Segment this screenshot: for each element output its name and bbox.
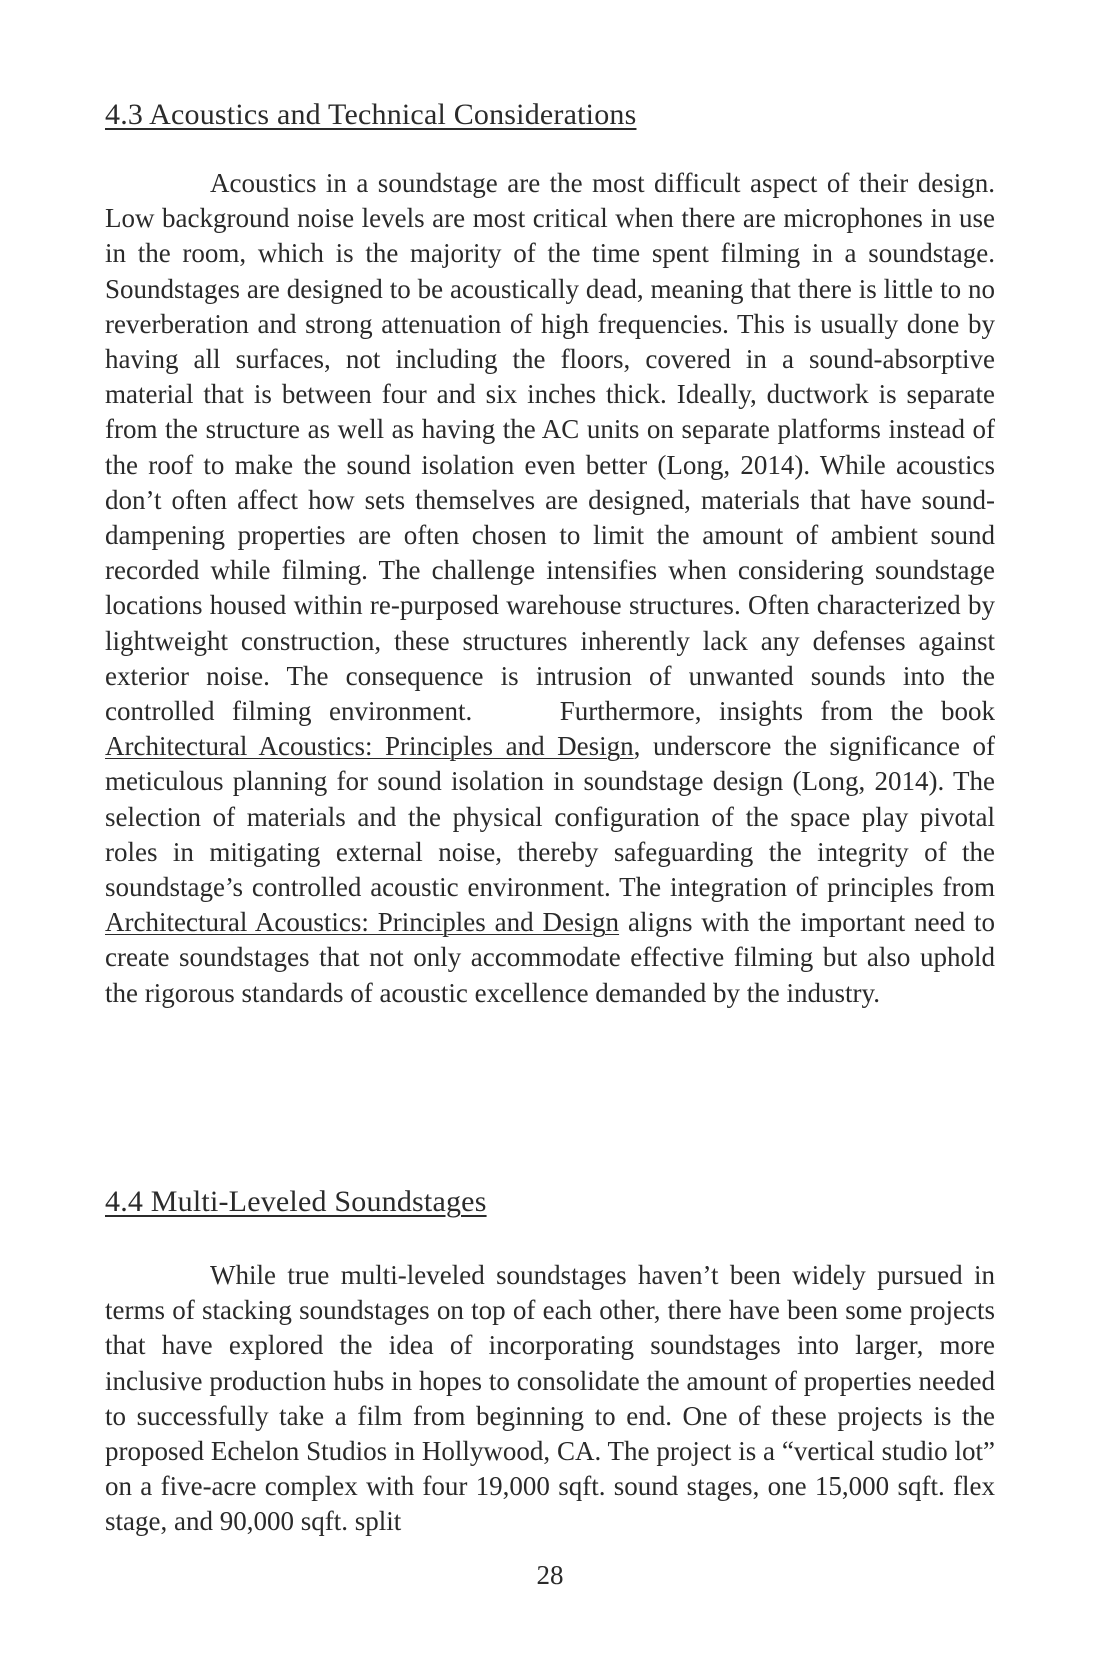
paragraph-text: Acoustics in a soundstage are the most difficult aspect of their design. Low background noise levels are most critical when there are microphones in use in the room, which is the majority of the time spent filming in a soundstage. Soundstages are designed to be acoustically dead, meaning that there is little to no reverberation and strong attenuation of high frequencies. This is usually done by having all surfaces, not including the floors, covered in a sound-absorptive material that is between four and six inches thick. Ideally, ductwork is separate from the structure as well as having the AC units on separate platforms instead of the roof to make the sound isolation even better (Long, 2014). While acoustics don’t often affect how sets themselves are designed, materials that have sound-dampening properties are often chosen to limit the amount of ambient sound recorded while filming. The challenge intensifies when considering soundstage locations housed within re-purposed warehouse structures. Often characterized by lightweight construction, these structures inherently lack any defenses against exterior noise. The consequence is intrusion of unwanted sounds into the controlled filming environment. [105,168,995,727]
paragraph-text: While true multi-leveled soundstages haven’t been widely pursued in terms of stacking soundstages on top of each other, there have been some projects that have explored the idea of incorporating soundstages into larger, more inclusive production hubs in hopes to consolidate the amount of properties needed to successfully take a film from beginning to end. One of these projects is the proposed Echelon Studios in Hollywood, CA. The project is a “vertical studio lot” on a five-acre complex with four 19,000 sqft. sound stages, one 15,000 sqft. flex stage, and 90,000 sqft. split [105,1260,995,1537]
paragraph-text: aligns with the important need to create soundstages that not only accommodate effective filming but also uphold the rigorous standards of acoustic excellence demanded by the industry. [105,907,995,1008]
paragraph-text: , underscore the significance of meticulous planning for sound isolation in soundstage design (Long, 2014). The selection of materials and the physical configuration of the space play pivotal roles in mitigating external noise, thereby safeguarding the integrity of the soundstage’s controlled acoustic environment. The integration of principles from [105,731,995,903]
paragraph-text: Furthermore, insights from the book [559,696,995,727]
section-heading-4-3: 4.3 Acoustics and Technical Considerations [105,98,637,131]
page-number: 28 [536,1560,564,1590]
section-4-4-paragraph [105,1258,995,1540]
book-title-reference: Architectural Acoustics: Principles and Design [105,907,620,938]
book-title-reference: Architectural Acoustics: Principles and Design [105,731,634,762]
section-heading-4-4: 4.4 Multi-Leveled Soundstages [105,1185,487,1218]
section-4-3-paragraph [105,166,995,1011]
